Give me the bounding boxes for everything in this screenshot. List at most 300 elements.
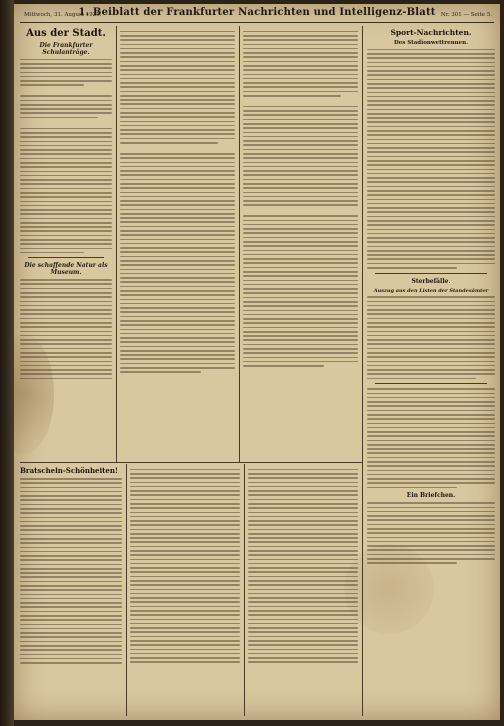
text-line [120, 52, 235, 54]
text-line [20, 615, 122, 617]
text-line [130, 567, 240, 569]
text-line [367, 528, 495, 530]
text-line [243, 301, 358, 303]
text-line [243, 44, 358, 46]
text-line [20, 628, 122, 630]
text-line [367, 326, 495, 328]
section-heading: Aus der Stadt. [26, 28, 106, 39]
text-line [248, 550, 358, 552]
text-line [243, 132, 358, 134]
text-line [243, 106, 358, 108]
text-line [20, 576, 122, 578]
text-line [367, 74, 495, 76]
text-line [243, 245, 358, 247]
text-line [120, 303, 235, 305]
text-line [20, 63, 112, 65]
text-line [243, 162, 358, 164]
text-line [20, 175, 112, 177]
text-line [130, 537, 240, 539]
text-line [243, 215, 358, 217]
text-line [130, 623, 240, 625]
text-line [120, 260, 235, 262]
article-heading: Des Stadionwettrennen. [393, 40, 469, 46]
text-line [20, 594, 122, 596]
text-line [248, 606, 358, 608]
text-line [120, 341, 235, 343]
text-line [20, 108, 112, 110]
text-line [367, 554, 495, 556]
text-line [120, 251, 235, 253]
text-line [367, 229, 495, 231]
text-line [120, 337, 235, 339]
text-line [367, 156, 495, 158]
article-heading: Die schaffende Natur als Museum. [24, 262, 108, 277]
text-line [248, 619, 358, 621]
text-line [20, 59, 112, 61]
text-line [243, 262, 358, 264]
text-line [367, 487, 457, 489]
text-line [243, 258, 358, 260]
text-line [243, 200, 358, 202]
text-line [20, 80, 112, 82]
text-line [120, 95, 235, 97]
text-line [20, 145, 112, 147]
article-heading: Die Frankfurter Schulanträge. [39, 42, 93, 56]
text-line [130, 516, 240, 518]
text-line [120, 108, 235, 110]
text-line [243, 39, 358, 41]
text-line [367, 331, 495, 333]
text-line [367, 423, 495, 425]
column-3 [243, 28, 358, 460]
text-line [243, 78, 358, 80]
text-line [20, 171, 112, 173]
text-line [367, 356, 495, 358]
text-line [20, 188, 112, 190]
text-line [367, 478, 495, 480]
text-line [130, 597, 240, 599]
text-line [20, 292, 112, 294]
text-line [130, 490, 240, 492]
text-line [120, 39, 235, 41]
text-line [20, 517, 122, 519]
text-line [120, 281, 235, 283]
text-line [243, 344, 358, 346]
text-line [367, 388, 495, 390]
text-line [20, 572, 122, 574]
text-line [243, 52, 358, 54]
text-line [20, 581, 122, 583]
text-line [367, 190, 495, 192]
text-line [243, 204, 358, 206]
text-line [367, 241, 495, 243]
text-line [20, 301, 112, 303]
text-line [120, 290, 235, 292]
text-line [367, 49, 495, 51]
text-line [20, 602, 122, 604]
text-line [248, 546, 358, 548]
text-line [243, 110, 358, 112]
text-line [20, 192, 112, 194]
text-line [367, 482, 495, 484]
text-line [243, 183, 358, 185]
text-line [367, 109, 495, 111]
text-line [243, 250, 358, 252]
text-line [120, 269, 235, 271]
text-line [20, 100, 112, 102]
text-line [367, 203, 495, 205]
text-line [120, 367, 235, 369]
text-line [120, 200, 235, 202]
text-line [20, 521, 122, 523]
text-line [120, 354, 235, 356]
text-line [367, 237, 495, 239]
text-line [243, 331, 358, 333]
text-line [243, 224, 358, 226]
text-line [20, 95, 112, 97]
text-line [120, 129, 235, 131]
text-line [20, 252, 84, 254]
text-line [243, 220, 358, 222]
text-line [20, 322, 112, 324]
text-line [20, 84, 84, 86]
text-line [20, 339, 112, 341]
text-line [130, 533, 240, 535]
text-line [20, 641, 122, 643]
text-line [120, 48, 235, 50]
text-line [367, 427, 495, 429]
text-line [120, 209, 235, 211]
text-line [120, 294, 235, 296]
text-line [248, 649, 358, 651]
text-line [243, 65, 358, 67]
text-line [20, 365, 112, 367]
section-heading: Sport-Nachrichten. [390, 28, 472, 37]
text-line [20, 117, 98, 119]
text-line [367, 465, 495, 467]
text-line [243, 74, 358, 76]
text-line [130, 610, 240, 612]
text-line [367, 305, 495, 307]
text-line [20, 209, 112, 211]
text-line [243, 153, 358, 155]
text-line [243, 254, 358, 256]
text-line [248, 503, 358, 505]
text-line [367, 397, 495, 399]
text-line [243, 149, 358, 151]
text-line [20, 512, 122, 514]
text-line [243, 318, 358, 320]
text-line [130, 601, 240, 603]
text-line [367, 66, 495, 68]
text-line [367, 53, 495, 55]
text-line [20, 166, 112, 168]
text-line [367, 113, 495, 115]
text-line [20, 538, 122, 540]
text-line [243, 241, 358, 243]
text-line [20, 598, 122, 600]
text-line [120, 358, 235, 360]
text-line [243, 357, 358, 359]
text-line [20, 356, 112, 358]
text-line [367, 211, 495, 213]
text-line [367, 352, 495, 354]
text-line [243, 228, 358, 230]
text-line [20, 649, 122, 651]
text-line [120, 204, 235, 206]
text-line [243, 335, 358, 337]
text-line [130, 507, 240, 509]
text-line [120, 230, 235, 232]
text-line [367, 173, 495, 175]
text-line [367, 418, 495, 420]
text-line [20, 318, 112, 320]
text-line [20, 482, 122, 484]
text-line [120, 320, 235, 322]
text-line [130, 606, 240, 608]
text-line [120, 174, 235, 176]
text-line [130, 499, 240, 501]
text-line [120, 234, 235, 236]
text-line [367, 258, 495, 260]
text-line [367, 361, 495, 363]
text-line [20, 559, 122, 561]
text-line [20, 564, 122, 566]
text-line [20, 104, 112, 106]
text-line [20, 551, 122, 553]
text-line [20, 606, 122, 608]
text-line [367, 470, 495, 472]
text-line [20, 491, 122, 493]
text-line [120, 121, 235, 123]
text-line [367, 369, 495, 371]
text-line [367, 435, 495, 437]
text-line [20, 589, 122, 591]
text-line [248, 614, 358, 616]
text-line [130, 541, 240, 543]
page-edge [0, 0, 14, 726]
text-line [243, 297, 358, 299]
text-line [243, 237, 358, 239]
text-line [248, 477, 358, 479]
text-line [367, 339, 495, 341]
text-line [20, 149, 112, 151]
text-line [20, 529, 122, 531]
text-line [248, 533, 358, 535]
article-heading: Bratscheln-Schönheiten! [20, 466, 118, 475]
text-line [130, 627, 240, 629]
text-line [120, 264, 235, 266]
text-line [120, 247, 235, 249]
article-body [367, 49, 495, 269]
text-line [120, 363, 235, 365]
text-line [367, 532, 495, 534]
text-line [20, 67, 112, 69]
text-line [130, 469, 240, 471]
text-line [120, 125, 235, 127]
text-line [120, 221, 235, 223]
text-line [20, 226, 112, 228]
text-line [367, 87, 495, 89]
text-line [367, 121, 495, 123]
text-line [120, 157, 235, 159]
text-line [20, 128, 112, 130]
text-line [367, 373, 495, 375]
text-line [130, 580, 240, 582]
text-line [120, 307, 235, 309]
text-line [243, 310, 358, 312]
text-line [120, 346, 235, 348]
text-line [130, 529, 240, 531]
text-line [120, 213, 235, 215]
text-line [248, 490, 358, 492]
text-line [248, 507, 358, 509]
text-line [367, 414, 495, 416]
text-line [20, 487, 122, 489]
text-line [243, 91, 358, 93]
text-line [20, 153, 112, 155]
article-body [20, 59, 112, 254]
text-line [130, 520, 240, 522]
column-rule [116, 26, 117, 462]
text-line [243, 361, 358, 363]
text-line [20, 141, 112, 143]
text-line [20, 632, 122, 634]
text-line [20, 504, 122, 506]
text-line [248, 576, 358, 578]
text-line [120, 273, 235, 275]
text-line [367, 92, 495, 94]
text-line [367, 541, 495, 543]
text-line [367, 549, 495, 551]
text-line [367, 545, 495, 547]
text-line [243, 127, 358, 129]
text-line [248, 473, 358, 475]
text-line [120, 299, 235, 301]
text-line [248, 499, 358, 501]
text-line [120, 166, 235, 168]
issue-date: Mittwoch, 31. August 1925. [24, 12, 102, 18]
text-line [367, 461, 495, 463]
text-line [243, 352, 358, 354]
text-line [367, 164, 495, 166]
text-line [120, 256, 235, 258]
text-line [367, 169, 495, 171]
text-line [367, 186, 495, 188]
text-line [248, 559, 358, 561]
text-line [120, 329, 235, 331]
text-line [120, 103, 235, 105]
text-line [130, 619, 240, 621]
text-line [367, 401, 495, 403]
text-line [367, 335, 495, 337]
text-line [120, 286, 235, 288]
text-line [130, 631, 240, 633]
text-line [20, 158, 112, 160]
column-rule [239, 26, 240, 462]
text-line [120, 31, 235, 33]
article-body [367, 502, 495, 564]
text-line [248, 567, 358, 569]
text-line [20, 662, 122, 664]
text-line [367, 519, 495, 521]
text-line [130, 614, 240, 616]
text-line [20, 183, 112, 185]
article-body [120, 31, 235, 373]
text-line [367, 410, 495, 412]
article-body [130, 469, 240, 663]
article-body [367, 388, 495, 488]
text-line [120, 56, 235, 58]
text-line [367, 452, 495, 454]
text-line [20, 478, 122, 480]
text-line [20, 218, 112, 220]
article-body [20, 478, 122, 664]
text-line [243, 192, 358, 194]
text-line [367, 216, 495, 218]
text-line [20, 230, 112, 232]
column-rule [362, 26, 363, 716]
text-line [248, 657, 358, 659]
text-line [20, 248, 112, 250]
text-line [367, 474, 495, 476]
text-line [20, 525, 122, 527]
text-line [248, 653, 358, 655]
text-line [248, 512, 358, 514]
text-line [243, 339, 358, 341]
text-line [367, 224, 495, 226]
text-line [243, 69, 358, 71]
text-line [130, 589, 240, 591]
text-line [20, 76, 112, 78]
text-line [243, 170, 358, 172]
text-line [367, 393, 495, 395]
text-line [120, 243, 235, 245]
text-line [120, 138, 235, 140]
text-line [20, 235, 112, 237]
text-line [120, 162, 235, 164]
text-line [243, 365, 324, 367]
text-line [20, 555, 122, 557]
text-line [243, 174, 358, 176]
text-line [248, 482, 358, 484]
text-line [130, 661, 240, 663]
text-line [20, 222, 112, 224]
bottom-column-1 [20, 466, 122, 716]
text-line [130, 494, 240, 496]
text-line [120, 116, 235, 118]
text-line [120, 226, 235, 228]
text-line [130, 486, 240, 488]
text-line [367, 537, 495, 539]
text-line [130, 640, 240, 642]
text-line [243, 86, 358, 88]
text-line [20, 313, 112, 315]
section-heading: Ein Briefchen. [406, 492, 456, 500]
column-1 [20, 28, 112, 460]
text-line [120, 192, 235, 194]
text-line [367, 194, 495, 196]
text-line [20, 636, 122, 638]
text-line [367, 301, 495, 303]
text-line [243, 280, 358, 282]
text-line [367, 511, 495, 513]
text-line [20, 279, 112, 281]
text-line [367, 104, 495, 106]
text-line [367, 448, 495, 450]
text-line [120, 153, 235, 155]
text-line [367, 267, 457, 269]
